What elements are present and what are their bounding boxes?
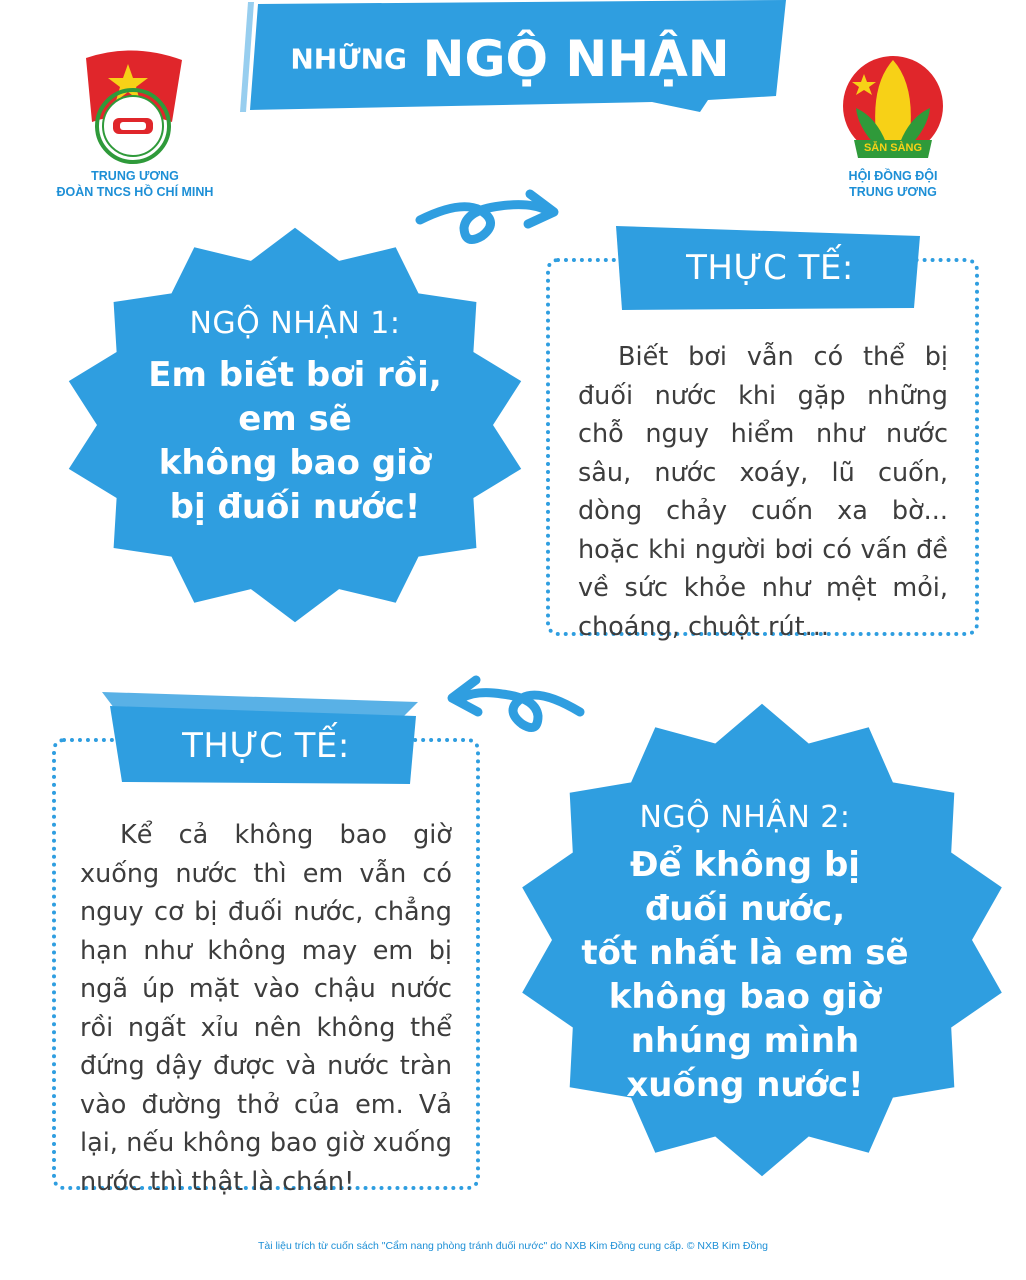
- pioneer-logo-ribbon-text: SẴN SÀNG: [863, 142, 923, 154]
- myth2-line-2: đuối nước,: [644, 889, 846, 929]
- myth1-line-1: Em biết bơi rồi,: [148, 355, 442, 395]
- left-logo-caption-line1: TRUNG ƯƠNG: [91, 169, 179, 183]
- right-logo-caption-line2: TRUNG ƯƠNG: [849, 185, 937, 199]
- fact1-text: Biết bơi vẫn có thể bị đuối nước khi gặp những chỗ nguy hiểm như nước sâu, nước xoáy, lũ cuốn, dòng chảy cuốn xa bờ... hoặc khi người bơi có vấn đề về sức khỏe như mệt mỏi, choáng, chuột rút...: [578, 342, 948, 642]
- myth1-text: [105, 306, 485, 529]
- myth1-heading: NGỘ NHẬN 1:: [189, 306, 401, 341]
- myth1-line-2: em sẽ: [238, 399, 352, 439]
- myth2-line-1: Để không bị: [630, 845, 860, 885]
- myth2-line-5: nhúng mình: [630, 1021, 860, 1061]
- fact1-tab: THỰC TẾ:: [686, 248, 854, 288]
- title-big: NGỘ NHẬN: [422, 30, 730, 88]
- fact2-tab: THỰC TẾ:: [182, 726, 350, 766]
- myth2-line-6: xuống nước!: [626, 1065, 864, 1105]
- youth-union-logo-icon: [78, 48, 188, 166]
- myth2-text: [560, 800, 930, 1107]
- myth2-heading: NGỘ NHẬN 2:: [639, 800, 851, 835]
- myth2-line-3: tốt nhất là em sẽ: [581, 933, 909, 973]
- fact2-text: Kể cả không bao giờ xuống nước thì em vẫn có nguy cơ bị đuối nước, chẳng hạn như không may em bị ngã úp mặt vào chậu nước rồi ngất xỉu nên không thể đứng dậy được và nước tràn vào đường thở của em. Vả lại, nếu không bao giờ xuống nước thì thật là chán!: [80, 820, 452, 1197]
- myth2-line-4: không bao giờ: [608, 977, 882, 1017]
- right-logo-caption-line1: HỘI ĐỒNG ĐỘI: [848, 169, 938, 183]
- myth1-line-4: bị đuối nước!: [169, 487, 421, 527]
- source-footnote: Tài liệu trích từ cuốn sách "Cẩm nang phòng tránh đuối nước" do NXB Kim Đồng cung cấp. © NXB Kim Đồng: [257, 1240, 769, 1252]
- myth1-line-3: không bao giờ: [158, 443, 432, 483]
- right-logo-caption: [808, 168, 978, 200]
- left-logo-caption-line2: ĐOÀN TNCS HỒ CHÍ MINH: [56, 185, 214, 199]
- left-logo-caption: [40, 168, 230, 200]
- title-small: NHỮNG: [290, 42, 408, 76]
- page-title: [230, 30, 790, 88]
